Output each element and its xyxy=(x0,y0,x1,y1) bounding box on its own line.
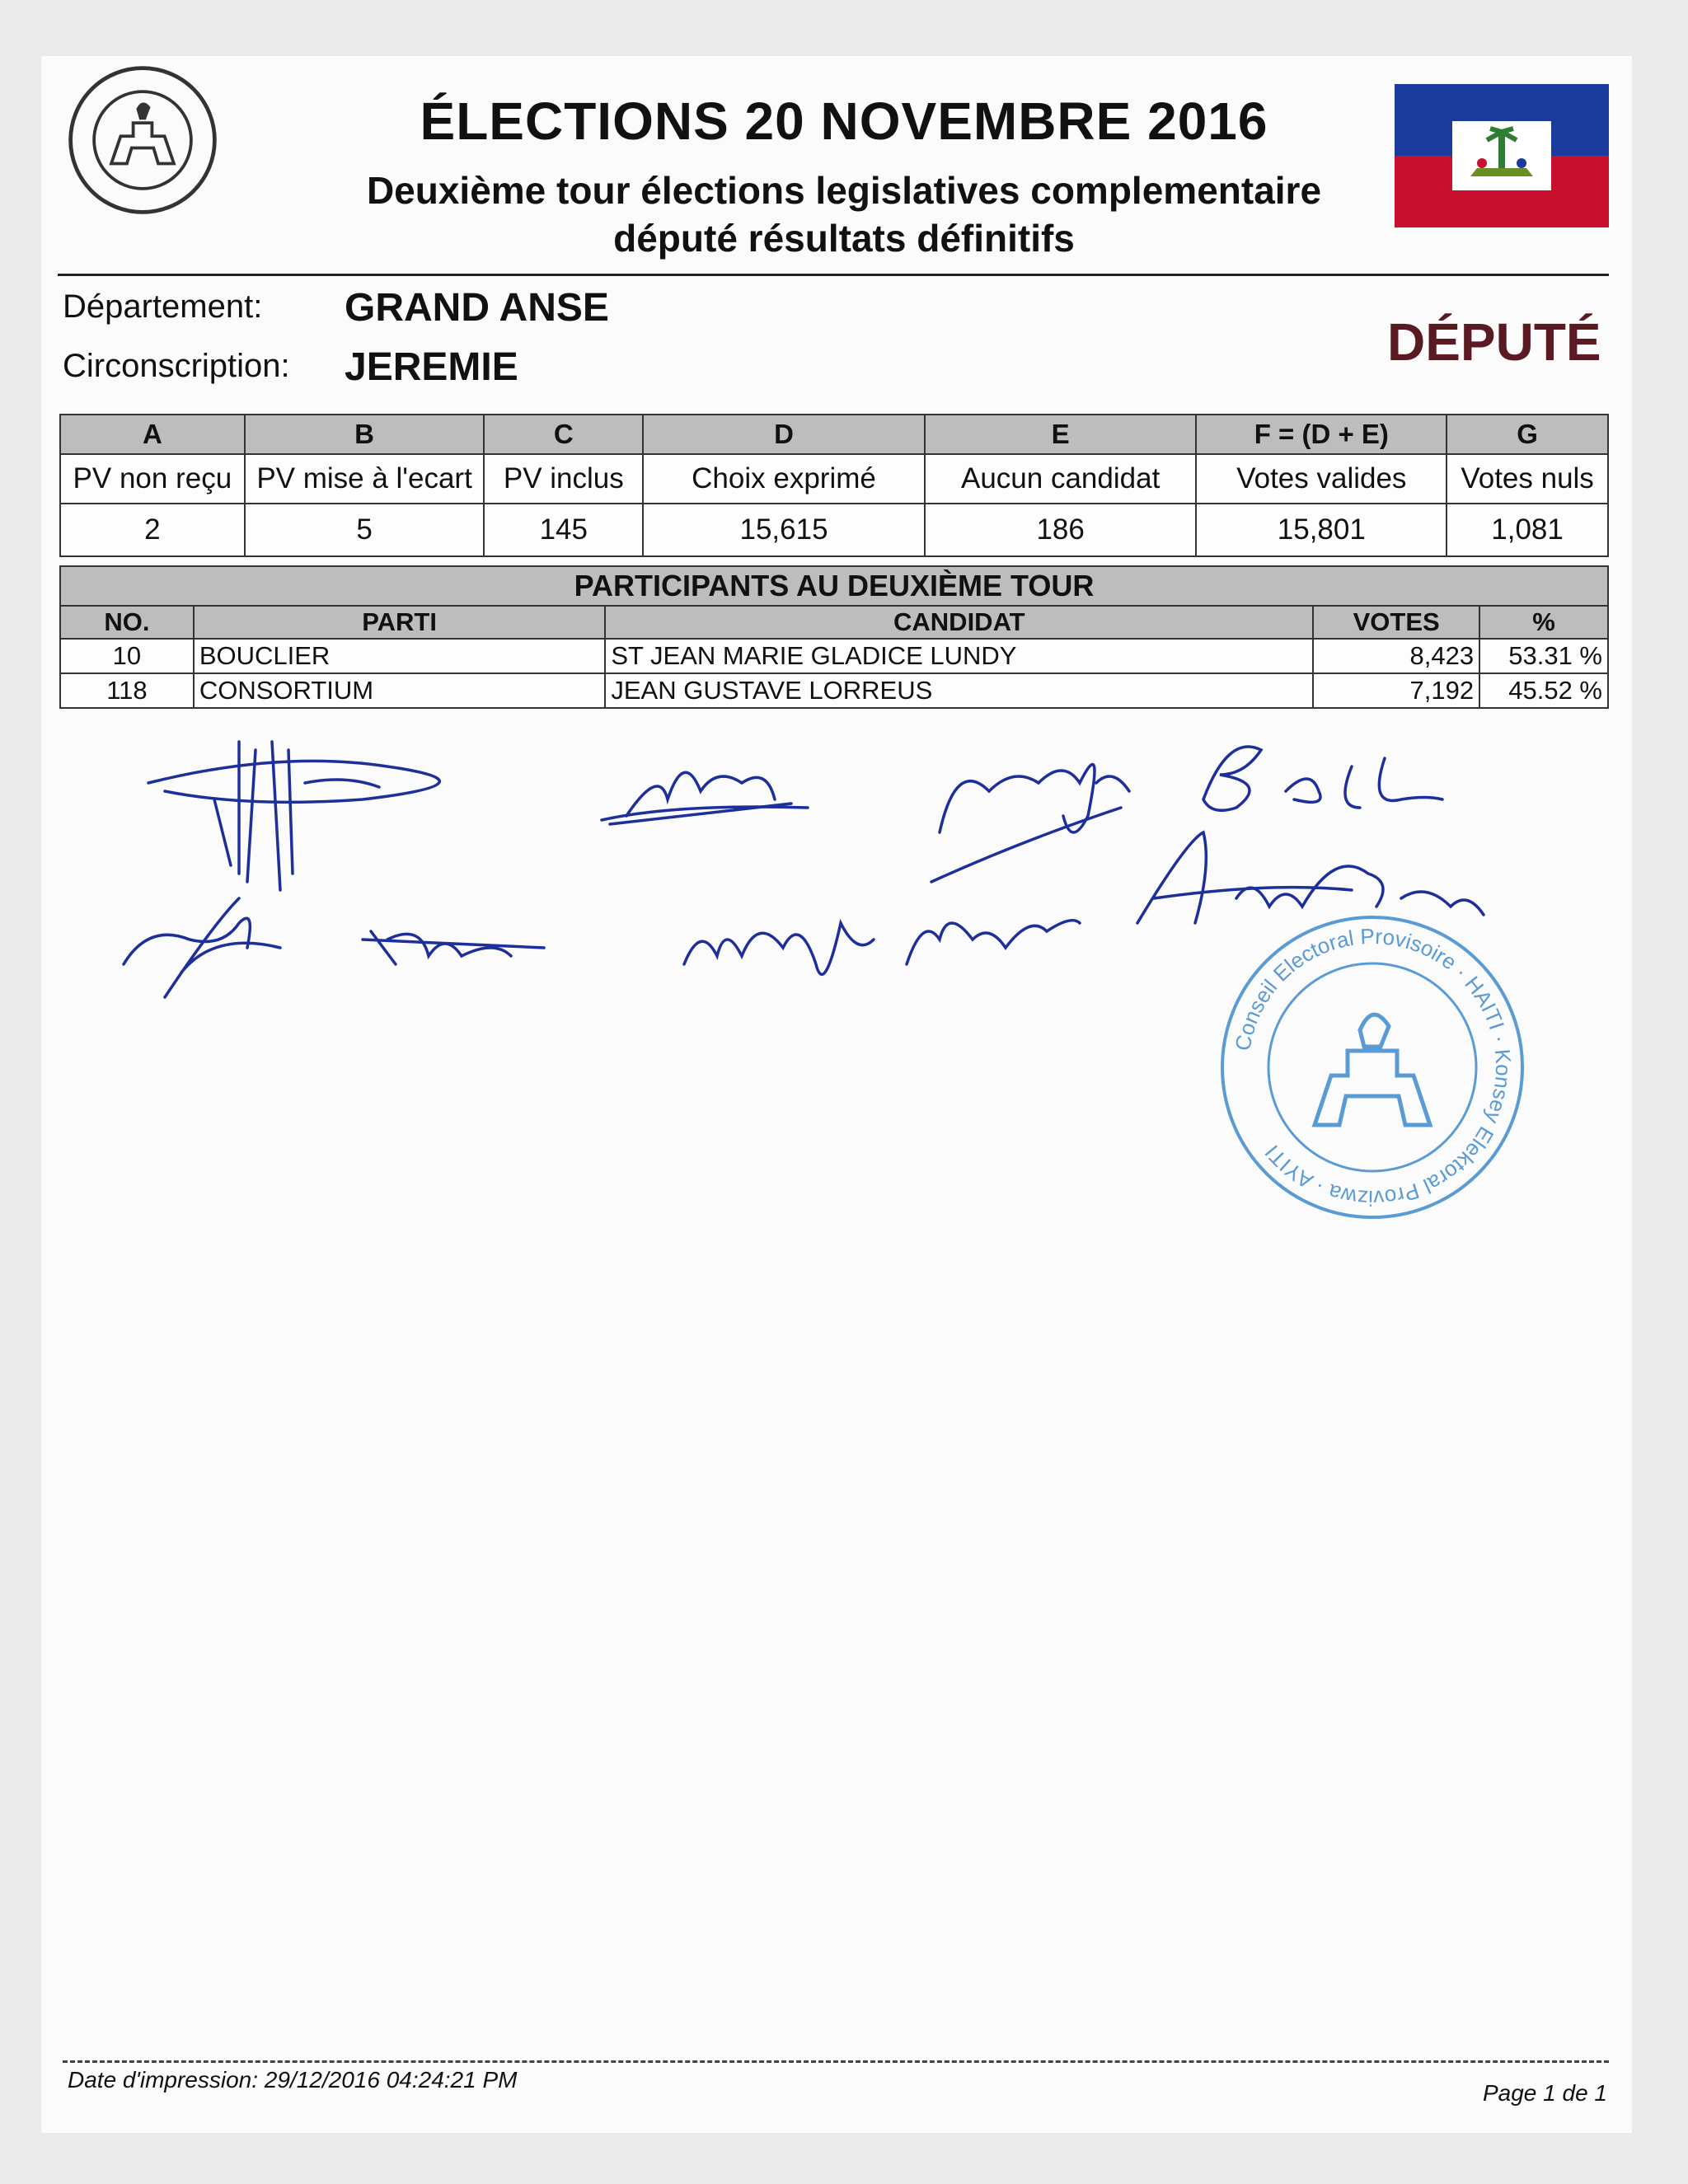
page-number: Page 1 de 1 xyxy=(1482,2080,1607,2106)
participants-table xyxy=(59,565,1609,709)
column-header: NO. xyxy=(60,606,194,639)
departement-value: GRAND ANSE xyxy=(345,286,609,330)
participants-header-row xyxy=(60,606,1608,639)
cell-parti: CONSORTIUM xyxy=(194,673,606,708)
cell-no: 10 xyxy=(60,639,194,673)
haiti-flag-icon xyxy=(1395,84,1609,227)
office-label: DÉPUTÉ xyxy=(1387,312,1601,372)
summary-letter: E xyxy=(925,415,1197,454)
table-row xyxy=(60,673,1608,708)
summary-label: Aucun candidat xyxy=(925,454,1197,504)
column-header: VOTES xyxy=(1313,606,1479,639)
summary-value: 15,801 xyxy=(1196,504,1447,556)
summary-value: 2 xyxy=(60,504,245,556)
summary-table xyxy=(59,414,1609,557)
svg-text:Conseil Electoral Provisoire ·: Conseil Electoral Provisoire · HAITI · Konsey Elektoral Provizwa · AYITI xyxy=(1230,923,1517,1212)
summary-letters-row xyxy=(60,415,1608,454)
cell-pct: 45.52 % xyxy=(1479,673,1608,708)
summary-value: 186 xyxy=(925,504,1197,556)
cell-votes: 7,192 xyxy=(1313,673,1479,708)
cep-seal-icon xyxy=(1216,911,1529,1224)
summary-values-row xyxy=(60,504,1608,556)
header-divider xyxy=(58,274,1609,276)
document-title: ÉLECTIONS 20 NOVEMBRE 2016 xyxy=(420,91,1268,151)
summary-letter: A xyxy=(60,415,245,454)
footer-divider xyxy=(63,2060,1609,2063)
summary-label: PV inclus xyxy=(484,454,643,504)
summary-letter: C xyxy=(484,415,643,454)
cell-candidat: ST JEAN MARIE GLADICE LUNDY xyxy=(605,639,1313,673)
participants-title-row xyxy=(60,566,1608,606)
summary-label: Votes valides xyxy=(1196,454,1447,504)
summary-label: Choix exprimé xyxy=(643,454,925,504)
circonscription-value: JEREMIE xyxy=(345,345,518,389)
summary-letter: F = (D + E) xyxy=(1196,415,1447,454)
column-header: CANDIDAT xyxy=(605,606,1313,639)
summary-value: 15,615 xyxy=(643,504,925,556)
document-subtitle-line1: Deuxième tour élections legislatives complementaire xyxy=(366,169,1322,212)
summary-letter: D xyxy=(643,415,925,454)
cell-no: 118 xyxy=(60,673,194,708)
circonscription-label: Circonscription: xyxy=(63,348,290,384)
summary-letter: G xyxy=(1447,415,1608,454)
cell-candidat: JEAN GUSTAVE LORREUS xyxy=(605,673,1313,708)
cell-parti: BOUCLIER xyxy=(194,639,606,673)
departement-label: Département: xyxy=(63,288,263,325)
summary-label: PV mise à l'ecart xyxy=(245,454,485,504)
print-date: Date d'impression: 29/12/2016 04:24:21 PM xyxy=(68,2067,518,2093)
summary-letter: B xyxy=(245,415,485,454)
column-header: PARTI xyxy=(194,606,606,639)
participants-title: PARTICIPANTS AU DEUXIÈME TOUR xyxy=(60,566,1608,606)
column-header: % xyxy=(1479,606,1608,639)
summary-value: 145 xyxy=(484,504,643,556)
summary-labels-row xyxy=(60,454,1608,504)
summary-value: 5 xyxy=(245,504,485,556)
summary-label: Votes nuls xyxy=(1447,454,1608,504)
cell-votes: 8,423 xyxy=(1313,639,1479,673)
document-subtitle-line2: député résultats définitifs xyxy=(613,217,1075,260)
cell-pct: 53.31 % xyxy=(1479,639,1608,673)
summary-label: PV non reçu xyxy=(60,454,245,504)
summary-value: 1,081 xyxy=(1447,504,1608,556)
table-row xyxy=(60,639,1608,673)
